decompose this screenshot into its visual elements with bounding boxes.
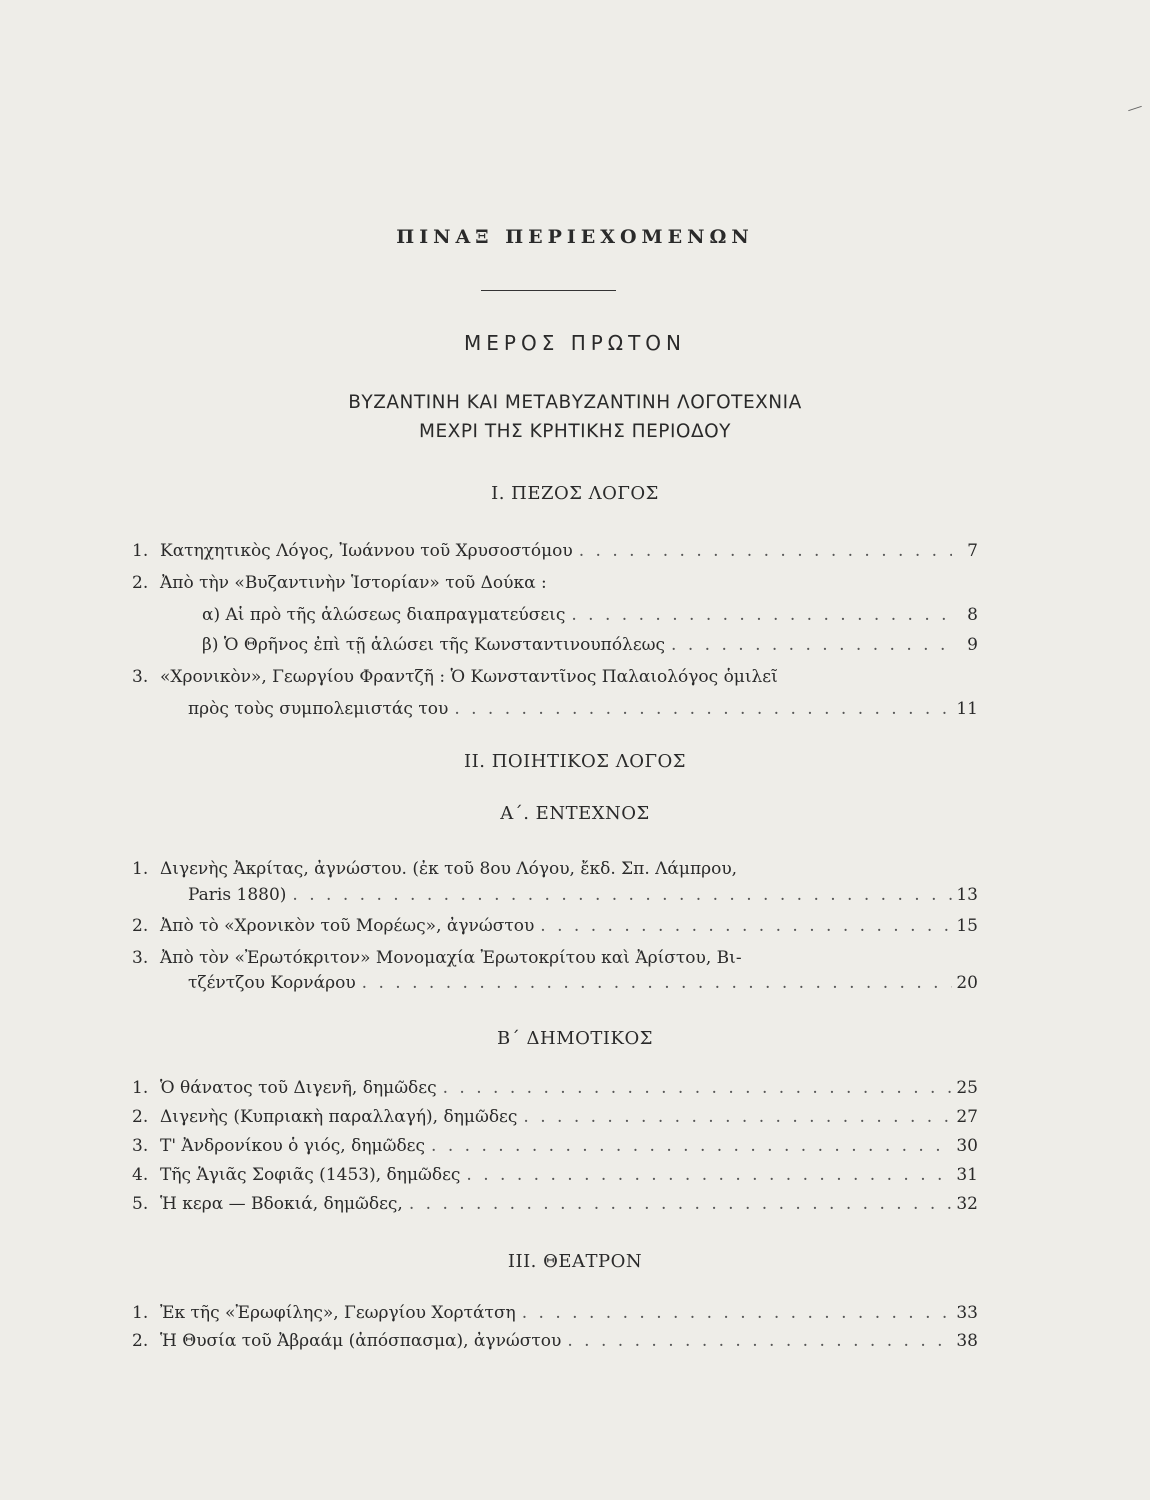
entry-page: 9 bbox=[967, 635, 978, 655]
entry-page: 30 bbox=[956, 1136, 978, 1156]
entry-number: 2. bbox=[132, 1107, 149, 1127]
leader-dots bbox=[437, 1075, 952, 1101]
toc-entry bbox=[132, 1328, 978, 1354]
entry-title: Τῆς Ἁγιᾶς Σοφιᾶς (1453), δημῶδες bbox=[160, 1165, 461, 1185]
entry-page: 11 bbox=[956, 699, 978, 719]
entry-title: Ἀπὸ τὸν «Ἐρωτόκριτον» Μονομαχία Ἐρωτοκρίτου καὶ Ἀρίστου, Βι- bbox=[160, 948, 742, 968]
entry-title: β) Ὁ Θρῆνος ἐπὶ τῇ ἁλώσει τῆς Κωνσταντινουπόλεως bbox=[202, 635, 666, 655]
entry-number: 1. bbox=[132, 1303, 149, 1323]
leader-dots bbox=[565, 602, 952, 628]
leader-dots bbox=[665, 632, 952, 658]
entry-number: 4. bbox=[132, 1165, 149, 1185]
entry-title: «Χρονικὸν», Γεωργίου Φραντζῆ : Ὁ Κωνσταντῖνος Παλαιολόγος ὁμιλεῖ bbox=[160, 667, 778, 687]
entry-title: Διγενὴς (Κυπριακὴ παραλλαγή), δημῶδες bbox=[160, 1107, 518, 1127]
toc-entry bbox=[132, 570, 978, 596]
section-heading-theatre: ΙΙΙ. ΘΕΑΤΡΟΝ bbox=[507, 1251, 643, 1272]
entry-number: 1. bbox=[132, 859, 149, 879]
leader-dots bbox=[516, 1300, 952, 1326]
part-title: ΜΕΡΟΣ ΠΡΩΤΟΝ bbox=[464, 331, 686, 355]
leader-dots bbox=[356, 970, 952, 996]
leader-dots bbox=[534, 913, 952, 939]
toc-subentry bbox=[132, 602, 978, 628]
entry-title: πρὸς τοὺς συμπολεμιστάς του bbox=[188, 699, 449, 719]
entry-title: Ἐκ τῆς «Ἐρωφίλης», Γεωργίου Χορτάτση bbox=[160, 1303, 516, 1323]
leader-dots bbox=[286, 882, 952, 908]
entry-page: 7 bbox=[967, 541, 978, 561]
toc-entry-continuation bbox=[132, 882, 978, 908]
section-heading-prose: Ι. ΠΕΖΟΣ ΛΟΓΟΣ bbox=[491, 483, 659, 504]
toc-entry bbox=[132, 856, 978, 882]
entry-number: 2. bbox=[132, 573, 149, 593]
subsection-heading-folk: Β΄ ΔΗΜΟΤΙΚΟΣ bbox=[497, 1028, 653, 1049]
toc-entry bbox=[132, 945, 978, 971]
page-title: ΠΙΝΑΞ ΠΕΡΙΕΧΟΜΕΝΩΝ bbox=[396, 226, 754, 248]
subsection-heading-art: Α΄. ΕΝΤΕΧΝΟΣ bbox=[500, 803, 650, 824]
entry-page: 31 bbox=[956, 1165, 978, 1185]
entry-number: 2. bbox=[132, 916, 149, 936]
entry-number: 5. bbox=[132, 1194, 149, 1214]
entry-title: Ὁ θάνατος τοῦ Διγενῆ, δημῶδες bbox=[160, 1078, 437, 1098]
entry-number: 3. bbox=[132, 948, 149, 968]
toc-entry bbox=[132, 1162, 978, 1188]
entry-page: 25 bbox=[956, 1078, 978, 1098]
entry-page: 38 bbox=[956, 1331, 978, 1351]
leader-dots bbox=[403, 1191, 952, 1217]
entry-title: Τ' Ἀνδρονίκου ὁ γιός, δημῶδες bbox=[160, 1136, 426, 1156]
leader-dots bbox=[425, 1133, 952, 1159]
entry-page: 32 bbox=[956, 1194, 978, 1214]
toc-entry-continuation bbox=[132, 970, 978, 996]
entry-number: 1. bbox=[132, 541, 149, 561]
entry-title: Paris 1880) bbox=[188, 885, 287, 905]
entry-title: Ἡ Θυσία τοῦ Ἀβραάμ (ἀπόσπασμα), ἀγνώστου bbox=[160, 1331, 562, 1351]
entry-title: α) Αἱ πρὸ τῆς ἁλώσεως διαπραγματεύσεις bbox=[202, 605, 566, 625]
toc-entry bbox=[132, 1133, 978, 1159]
edge-mark bbox=[1128, 106, 1142, 111]
toc-entry bbox=[132, 1104, 978, 1130]
leader-dots bbox=[561, 1328, 952, 1354]
toc-entry bbox=[132, 1300, 978, 1326]
entry-page: 15 bbox=[956, 916, 978, 936]
toc-entry-continuation bbox=[132, 696, 978, 722]
toc-entry bbox=[132, 913, 978, 939]
leader-dots bbox=[448, 696, 952, 722]
entry-page: 33 bbox=[956, 1303, 978, 1323]
toc-subentry bbox=[132, 632, 978, 658]
subtitle-line-1: ΒΥΖΑΝΤΙΝΗ ΚΑΙ ΜΕΤΑΒΥΖΑΝΤΙΝΗ ΛΟΓΟΤΕΧΝΙΑ bbox=[348, 392, 802, 413]
entry-number: 3. bbox=[132, 1136, 149, 1156]
entry-title: Διγενὴς Ἀκρίτας, ἀγνώστου. (ἐκ τοῦ 8ου Λόγου, ἔκδ. Σπ. Λάμπρου, bbox=[160, 859, 738, 879]
entry-title: Ἀπὸ τὸ «Χρονικὸν τοῦ Μορέως», ἀγνώστου bbox=[160, 916, 535, 936]
toc-entry bbox=[132, 664, 978, 690]
entry-number: 2. bbox=[132, 1331, 149, 1351]
entry-page: 13 bbox=[956, 885, 978, 905]
toc-entry bbox=[132, 1075, 978, 1101]
toc-entry bbox=[132, 538, 978, 564]
entry-title: τζέντζου Κορνάρου bbox=[188, 973, 356, 993]
entry-title: Ἡ κερα — Βδοκιά, δημῶδες, bbox=[160, 1194, 403, 1214]
entry-title: Ἀπὸ τὴν «Βυζαντινὴν Ἱστορίαν» τοῦ Δούκα : bbox=[160, 573, 547, 593]
entry-page: 20 bbox=[956, 973, 978, 993]
entry-title: Κατηχητικὸς Λόγος, Ἰωάννου τοῦ Χρυσοστόμου bbox=[160, 541, 573, 561]
toc-entry bbox=[132, 1191, 978, 1217]
entry-page: 8 bbox=[967, 605, 978, 625]
leader-dots bbox=[573, 538, 952, 564]
subtitle-line-2: ΜΕΧΡΙ ΤΗΣ ΚΡΗΤΙΚΗΣ ΠΕΡΙΟΔΟΥ bbox=[419, 421, 731, 442]
entry-number: 3. bbox=[132, 667, 149, 687]
leader-dots bbox=[460, 1162, 952, 1188]
section-heading-poetry: ΙΙ. ΠΟΙΗΤΙΚΟΣ ΛΟΓΟΣ bbox=[464, 751, 686, 772]
title-divider bbox=[481, 290, 616, 291]
entry-number: 1. bbox=[132, 1078, 149, 1098]
leader-dots bbox=[517, 1104, 952, 1130]
entry-page: 27 bbox=[956, 1107, 978, 1127]
